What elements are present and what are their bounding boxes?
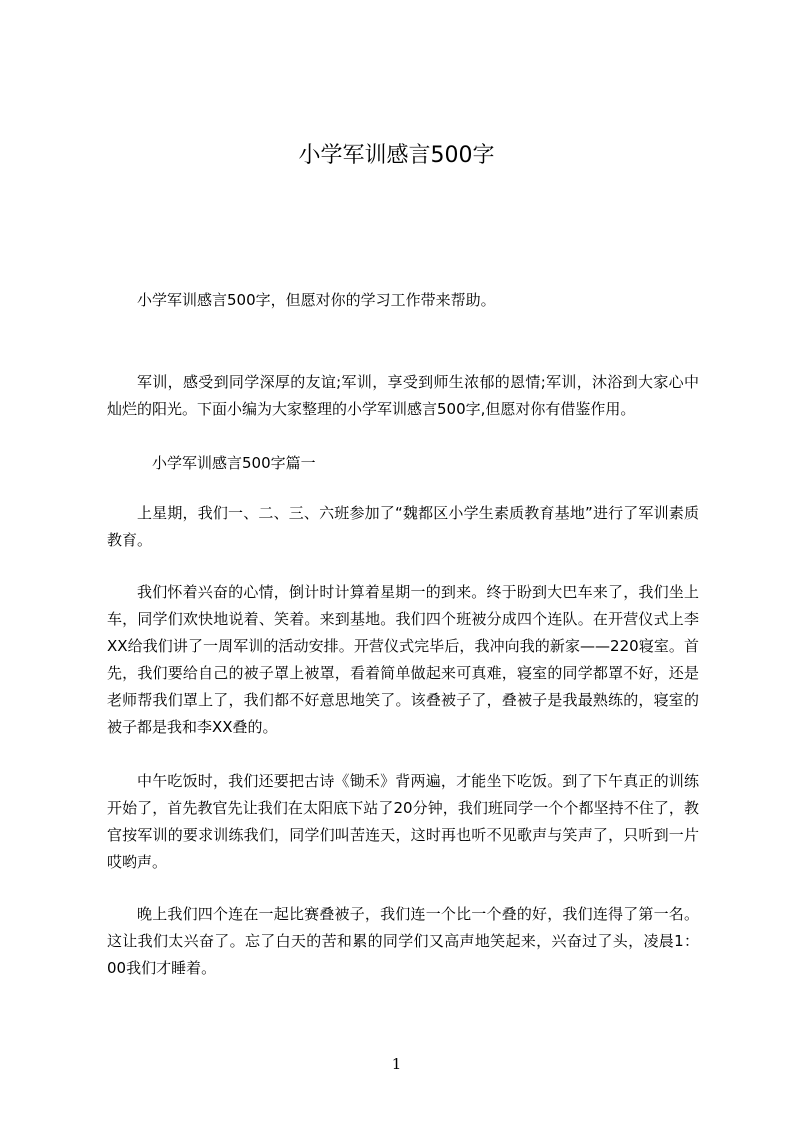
page-number: 1 <box>391 1055 402 1073</box>
document-title: 小学军训感言500字 <box>298 143 495 168</box>
paragraph-2: 我们怀着兴奋的心情，倒计时计算着星期一的到来。终于盼到大巴车来了，我们坐上车，同学们欢快地说着、笑着。来到基地。我们四个班被分成四个连队。在开营仪式上李XX给我们讲了一周军训的活动安排。开营仪式完毕后，我冲向我的新家——220寝室。首先，我们要给自己的被子罩上被罩，看着简单做起来可真难，寝室的同学都罩不好，还是老师帮我们罩上了，我们都不好意思地笑了。该叠被子了，叠被子是我最熟练的，寝室的被子都是我和李XX叠的。 <box>107 583 699 736</box>
section-heading: 小学军训感言500字篇一 <box>152 454 316 472</box>
paragraph-1: 上星期，我们一、二、三、六班参加了“魏都区小学生素质教育基地”进行了军训素质教育。 <box>107 504 699 549</box>
intro-paragraph: 小学军训感言500字，但愿对你的学习工作带来帮助。 <box>137 291 496 309</box>
paragraph-overview: 军训，感受到同学深厚的友谊;军训，享受到师生浓郁的恩情;军训，沐浴到大家心中灿烂的阳光。下面小编为大家整理的小学军训感言500字,但愿对你有借鉴作用。 <box>107 373 699 418</box>
paragraph-4: 晚上我们四个连在一起比赛叠被子，我们连一个比一个叠的好，我们连得了第一名。这让我们太兴奋了。忘了白天的苦和累的同学们又高声地笑起来，兴奋过了头，凌晨1：00我们才睡着。 <box>107 905 699 977</box>
paragraph-3: 中午吃饭时，我们还要把古诗《锄禾》背两遍，才能坐下吃饭。到了下午真正的训练开始了，首先教官先让我们在太阳底下站了20分钟，我们班同学一个个都坚持不住了，教官按军训的要求训练我们，同学们叫苦连天，这时再也听不见歌声与笑声了，只听到一片哎哟声。 <box>107 772 699 871</box>
